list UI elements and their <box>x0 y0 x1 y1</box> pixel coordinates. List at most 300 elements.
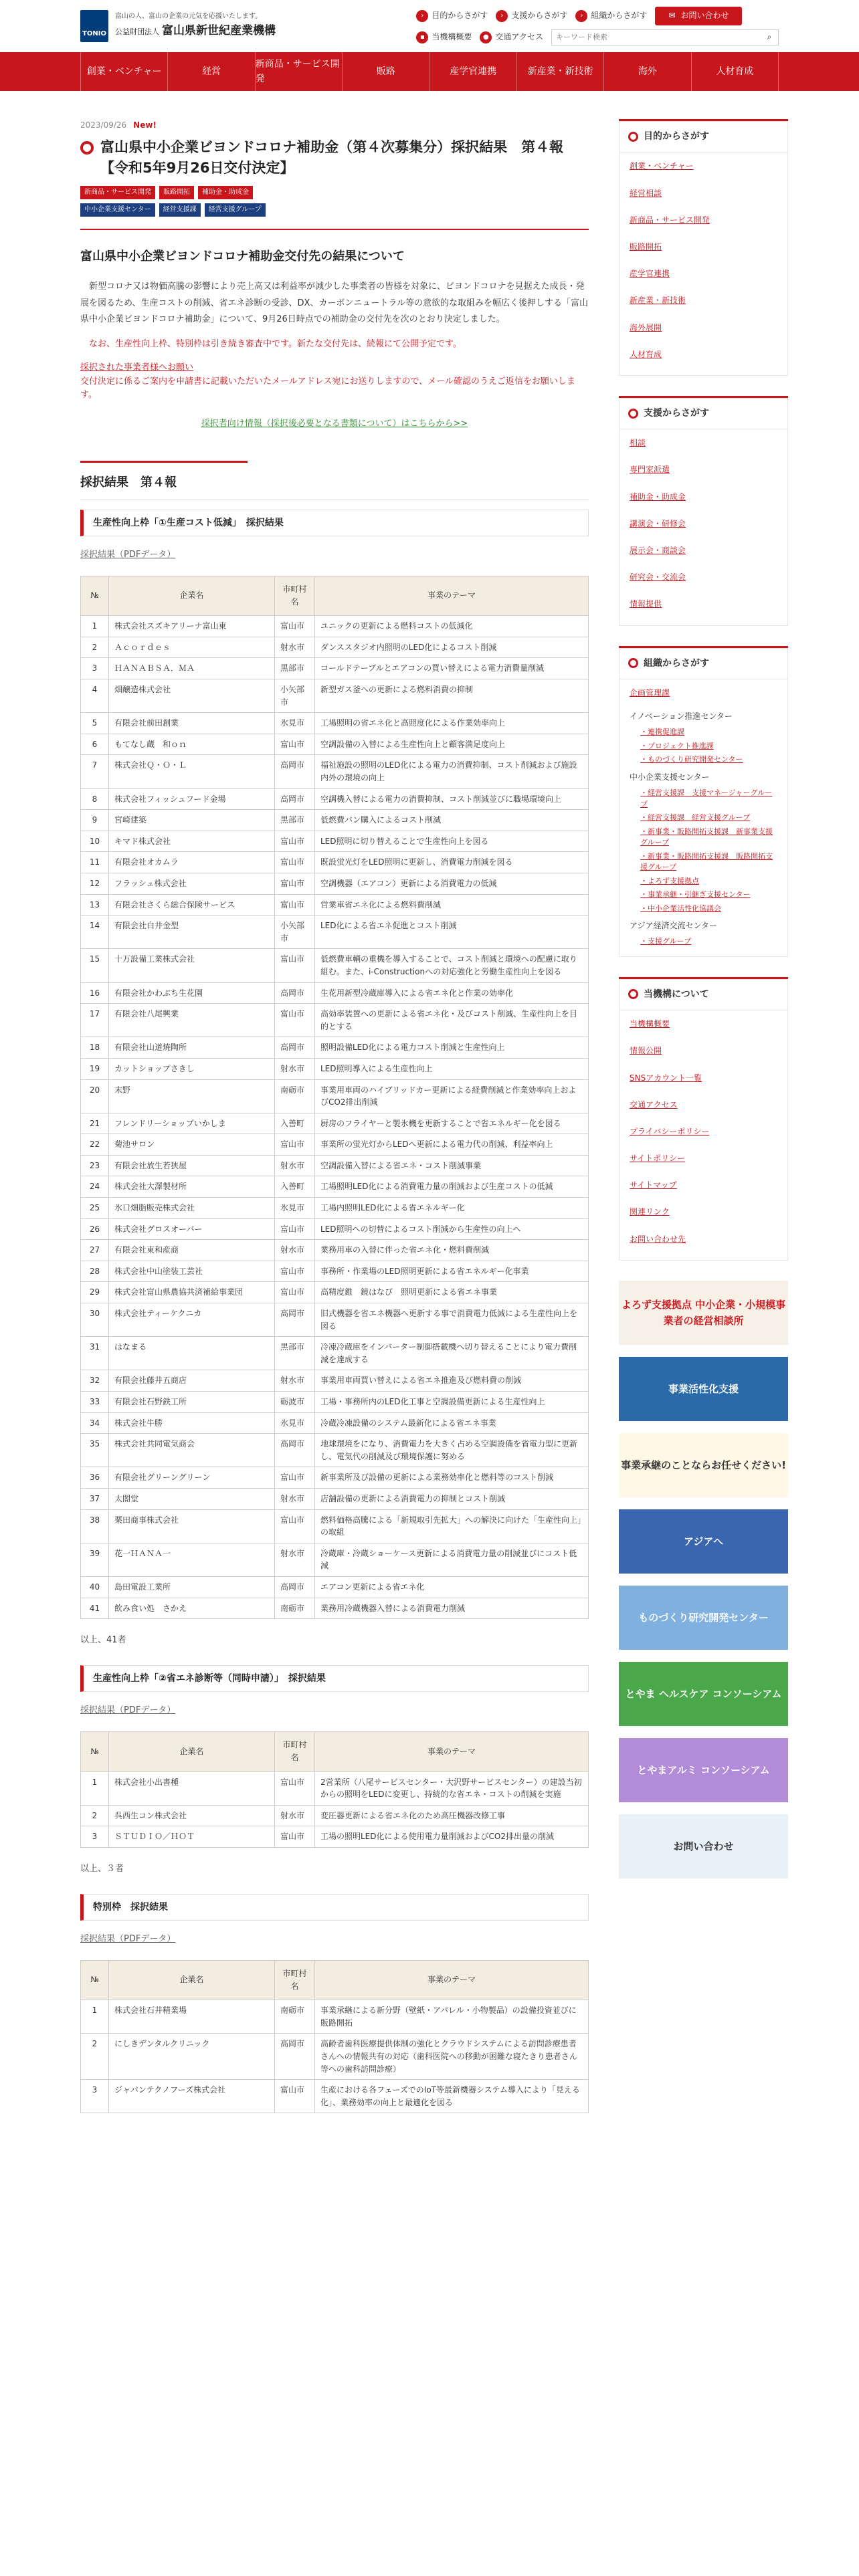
table-row <box>81 1392 589 1413</box>
nav-item-startup[interactable]: 創業・ベンチャー <box>80 52 167 91</box>
table-row <box>81 831 589 852</box>
table-row <box>81 1543 589 1576</box>
row-company: 株式会社グロスオーバー <box>109 1218 275 1240</box>
table-row <box>81 679 589 713</box>
row-company: 氷口畑脂販売株式会社 <box>109 1198 275 1219</box>
row-company: 畑醸造株式会社 <box>109 679 275 713</box>
col-theme: 事業のテーマ <box>315 1960 589 2000</box>
row-theme: 工場照明LED化による消費電力量の削減および生産コストの低減 <box>315 1176 589 1198</box>
result-table-section3 <box>80 1960 589 2114</box>
section-heading: 富山県中小企業ビヨンドコロナ補助金交付先の結果について <box>80 249 405 264</box>
site-header <box>0 0 859 52</box>
table-row <box>81 2034 589 2080</box>
sidebar-item-purpose[interactable]: 人材育成 <box>630 349 662 359</box>
arrow-icon: › <box>496 10 508 22</box>
col-city: 市町村名 <box>275 1732 315 1772</box>
row-company: 栗田商事株式会社 <box>109 1509 275 1543</box>
col-company: 企業名 <box>109 1732 275 1772</box>
row-company: はなまる <box>109 1337 275 1370</box>
row-theme: 低燃費車輌の重機を導入することで、コスト削減と環境への配慮に取り組む。また、i-Constructionへの対応強化と労働生産性向上を図る <box>315 949 589 982</box>
sidebar-org-subitem[interactable]: ・ものづくり研究開発センター <box>640 755 743 764</box>
row-no: 4 <box>81 679 109 713</box>
sidebar-banner[interactable]: とやま ヘルスケア コンソーシアム <box>619 1662 788 1726</box>
header-link-support[interactable]: › 支援からさがす <box>496 9 567 22</box>
row-company: にしきデンタルクリニック <box>109 2034 275 2080</box>
row-no: 1 <box>81 2000 109 2034</box>
row-no: 15 <box>81 949 109 982</box>
sidebar-banner[interactable]: 事業承継のことならお任せください! <box>619 1433 788 1497</box>
row-city: 射水市 <box>275 1155 315 1176</box>
adoptee-info-link[interactable]: 採択者向け情報（採択後必要となる書類について）はこちらから>> <box>201 419 468 429</box>
row-company: 島田電設工業所 <box>109 1576 275 1598</box>
row-no: 2 <box>81 637 109 658</box>
row-city: 富山市 <box>275 1826 315 1848</box>
row-theme: 事業用車両のハイブリッドカー更新による経費削減と作業効率向上およびCO2排出削減 <box>315 1079 589 1113</box>
nav-item-hr[interactable]: 人材育成 <box>691 52 779 91</box>
search-box <box>551 29 779 45</box>
row-company: 有限会社東和産商 <box>109 1240 275 1261</box>
table-row <box>81 713 589 734</box>
row-theme: 業務用車の入替に伴った省エネ化・燃料費削減 <box>315 1240 589 1261</box>
section3-heading: 特別枠 採択結果 <box>80 1894 589 1921</box>
row-no: 13 <box>81 894 109 916</box>
nav-item-overseas[interactable]: 海外 <box>603 52 690 91</box>
sidebar <box>619 119 788 2113</box>
sidebar-banner[interactable]: お問い合わせ <box>619 1814 788 1879</box>
row-company: 有限会社さくら総合保険サービス <box>109 894 275 916</box>
row-company: 宮崎建築 <box>109 810 275 831</box>
row-theme: 生花用新型冷蔵庫導入による省エネ化と作業の効率化 <box>315 982 589 1004</box>
table-row <box>81 1176 589 1198</box>
arrow-icon: › <box>416 10 428 22</box>
sidebar-item-about[interactable]: 交通アクセス <box>630 1099 678 1109</box>
nav-item-industry-academia[interactable]: 産学官連携 <box>430 52 516 91</box>
notice-body: 交付決定に係るご案内を申請書に記載いただいたメールアドレス宛にお送りしますので、メール確認のうえご返信をお願いします。 <box>80 376 575 401</box>
row-no: 35 <box>81 1434 109 1467</box>
sidebar-banner[interactable]: とやまアルミ コンソーシアム <box>619 1738 788 1802</box>
row-company: 飲み食い処 さかえ <box>109 1598 275 1619</box>
row-theme: 厨房のフライヤーと製氷機を更新することで省エネルギー化を図る <box>315 1113 589 1134</box>
row-theme: 地球環境をになり、消費電力を大きく占める空調設備を省電力型に更新し、電気代の削減及び環境保護に努める <box>315 1434 589 1467</box>
table-row <box>81 1467 589 1489</box>
search-icon[interactable]: ⌕ <box>767 32 772 41</box>
row-city: 富山市 <box>275 616 315 637</box>
result-table-section1 <box>80 576 589 1619</box>
pdf-link-section3[interactable]: 採択結果（PDFデータ） <box>80 1934 176 1945</box>
table-row <box>81 1434 589 1467</box>
pdf-link-section1[interactable]: 採択結果（PDFデータ） <box>80 550 176 560</box>
sidebar-item-purpose[interactable]: 新産業・新技術 <box>630 296 686 306</box>
row-no: 33 <box>81 1392 109 1413</box>
row-no: 14 <box>81 916 109 949</box>
sidebar-item-about[interactable]: 当機構概要 <box>630 1019 670 1029</box>
row-theme: 事務所・作業場のLED照明更新による省エネルギー化事業 <box>315 1261 589 1282</box>
header-link-org[interactable]: › 組織からさがす <box>575 9 647 22</box>
col-no: № <box>81 1960 109 2000</box>
new-badge: New! <box>133 120 157 130</box>
tag[interactable]: 新商品・サービス開発 <box>80 186 155 199</box>
table-row <box>81 616 589 637</box>
row-theme: 店舗設備の更新による消費電力の抑制とコスト削減 <box>315 1488 589 1509</box>
header-link-about[interactable]: ▪ 当機構概要 <box>416 31 472 43</box>
row-no: 7 <box>81 755 109 788</box>
sidebar-item-purpose[interactable]: 経営相談 <box>630 188 662 198</box>
table-row <box>81 637 589 658</box>
row-company: 有限会社かわぶち生花園 <box>109 982 275 1004</box>
result-table-section2 <box>80 1731 589 1848</box>
row-theme: 既設蛍光灯をLED照明に更新し、消費電力削減を図る <box>315 852 589 873</box>
row-company: 株式会社ティーケクニカ <box>109 1303 275 1337</box>
table-row <box>81 1488 589 1509</box>
row-city: 砺波市 <box>275 1392 315 1413</box>
row-company: 株式会社スズキアリーナ富山東 <box>109 616 275 637</box>
row-no: 21 <box>81 1113 109 1134</box>
sidebar-banner[interactable]: ものづくり研究開発センター <box>619 1586 788 1650</box>
row-theme: 照明設備LED化による電力コスト削減と生産性向上 <box>315 1037 589 1059</box>
table-row <box>81 1240 589 1261</box>
table-row <box>81 1037 589 1059</box>
table-row <box>81 1218 589 1240</box>
row-no: 28 <box>81 1261 109 1282</box>
row-no: 12 <box>81 873 109 894</box>
table-row <box>81 916 589 949</box>
sidebar-org-subitem[interactable]: ・事業承継・引継ぎ支援センター <box>640 890 751 899</box>
row-theme: 変圧器更新による省エネ化のため高圧機器改修工事 <box>315 1805 589 1826</box>
row-company: Ａｃｏｒｄｅｓ <box>109 637 275 658</box>
sidebar-banner[interactable]: 事業活性化支援 <box>619 1357 788 1421</box>
row-theme: 旧式機器を省エネ機器へ更新する事で消費電力低減による生産性向上を図る <box>315 1303 589 1337</box>
row-no: 5 <box>81 713 109 734</box>
row-city: 黒部市 <box>275 1337 315 1370</box>
row-city: 富山市 <box>275 1467 315 1489</box>
sidebar-item-purpose[interactable]: 産学官連携 <box>630 269 670 279</box>
row-theme: 燃料価格高騰による「新規取引先拡大」への解決に向けた「生産性向上」の取組 <box>315 1509 589 1543</box>
row-theme: 工場・事務所内のLED化工事と空調設備更新による生産性向上 <box>315 1392 589 1413</box>
header-tagline: 富山の人、富山の企業の元気を応援いたします。 <box>115 13 262 21</box>
sidebar-org-subitem[interactable]: ・中小企業活性化協議会 <box>640 903 721 913</box>
table-row <box>81 2080 589 2113</box>
global-nav <box>0 52 859 91</box>
row-theme: 新事業所及び設備の更新による業務効率化と燃料等のコスト削減 <box>315 1467 589 1489</box>
table-row <box>81 1509 589 1543</box>
table-row <box>81 2000 589 2034</box>
sidebar-item-support[interactable]: 研究会・交流会 <box>630 572 686 582</box>
sidebar-item-purpose[interactable]: 創業・ベンチャー <box>630 161 694 171</box>
sidebar-item-about[interactable]: 関連リンク <box>630 1207 670 1217</box>
sidebar-support: 支援からさがす 相談 専門家派遣 補助金・助成金 講演会・研修会 展示会・商談会 研究会・交流会 情報提供 <box>619 396 788 626</box>
table-row <box>81 1370 589 1392</box>
col-theme: 事業のテーマ <box>315 1732 589 1772</box>
nav-item-sales[interactable]: 販路 <box>342 52 429 91</box>
row-city: 高岡市 <box>275 1303 315 1337</box>
row-city: 高岡市 <box>275 1576 315 1598</box>
row-city: 射水市 <box>275 1058 315 1079</box>
col-company: 企業名 <box>109 576 275 615</box>
row-no: 10 <box>81 831 109 852</box>
row-theme: 工場の照明LED化による使用電力量削減およびCO2排出量の削減 <box>315 1826 589 1848</box>
row-theme: LED照明導入による生産性向上 <box>315 1058 589 1079</box>
pdf-link-section2[interactable]: 採択結果（PDFデータ） <box>80 1705 176 1716</box>
row-city: 富山市 <box>275 1134 315 1156</box>
row-company: 菊池サロン <box>109 1134 275 1156</box>
title-ring-icon <box>80 141 94 154</box>
table-row <box>81 949 589 982</box>
row-no: 16 <box>81 982 109 1004</box>
tag[interactable]: 経営支援課 <box>159 203 201 217</box>
row-no: 40 <box>81 1576 109 1598</box>
row-city: 南砺市 <box>275 1598 315 1619</box>
row-no: 31 <box>81 1337 109 1370</box>
table-row <box>81 873 589 894</box>
row-city: 黒部市 <box>275 658 315 679</box>
row-company: 株式会社Ｑ・Ｏ・Ｌ <box>109 755 275 788</box>
nav-item-product-dev[interactable]: 新商品・サービス開発 <box>255 52 342 91</box>
row-city: 入善町 <box>275 1113 315 1134</box>
ring-icon <box>628 409 638 419</box>
col-city: 市町村名 <box>275 576 315 615</box>
sidebar-org-subitem[interactable]: ・新事業・販路開拓支援課 新事業支援グループ <box>640 827 773 847</box>
table-row <box>81 1576 589 1598</box>
sidebar-item-purpose[interactable]: 海外展開 <box>630 322 662 332</box>
row-theme: 事業用車両買い替えによる省エネ推進及び燃料費の削減 <box>315 1370 589 1392</box>
row-no: 1 <box>81 1772 109 1805</box>
table-row <box>81 1198 589 1219</box>
sidebar-item-about[interactable]: サイトマップ <box>630 1180 677 1190</box>
row-no: 11 <box>81 852 109 873</box>
row-theme: 冷蔵庫・冷蔵ショーケース更新による消費電力量の削減並びにコスト低減 <box>315 1543 589 1576</box>
row-city: 富山市 <box>275 873 315 894</box>
table-row <box>81 1412 589 1434</box>
row-company: もてなし蔵 和ｏｎ <box>109 734 275 755</box>
section2-heading: 生産性向上枠「②省エネ診断等（同時申請）」 採択結果 <box>80 1665 589 1692</box>
org-name: 富山県新世紀産業機構 <box>162 24 276 38</box>
ring-icon <box>628 658 638 668</box>
sidebar-org: 組織からさがす 企画管理課 イノベーション推進センター ・連携促進課 ・プロジェクト推進課 ・ものづくり研究開発センター 中小企業支援センター ・経営支援課 支援マネージャーグループ ・経営支援課 経営支援グループ ・新事業・販路開拓支援課 新事業支援グループ ・新事業・販路開拓支援課 販路開拓支援グループ ・よろず支援拠点 ・事業承継・引継ぎ支援センター ・中小企業活性化協議会 アジア経済交流センター ・支援グループ <box>619 646 788 957</box>
row-no: 17 <box>81 1004 109 1037</box>
contact-button[interactable]: ✉ お問い合わせ <box>655 7 742 25</box>
row-company: ジャパンテクノフーズ株式会社 <box>109 2080 275 2113</box>
search-input[interactable] <box>552 30 761 45</box>
row-theme: 冷凍冷蔵庫をインバーター制御搭載機へ切り替えることにより電力費削減を達成する <box>315 1337 589 1370</box>
sidebar-item-about[interactable]: 情報公開 <box>630 1046 662 1056</box>
row-company: 太閤堂 <box>109 1488 275 1509</box>
row-city: 射水市 <box>275 637 315 658</box>
row-company: 有限会社白井金型 <box>109 916 275 949</box>
row-city: 富山市 <box>275 1218 315 1240</box>
row-theme: コールドテーブルとエアコンの買い替えによる電力消費量削減 <box>315 658 589 679</box>
table-row <box>81 1113 589 1134</box>
row-theme: 工場照明の省エネ化と高照度化による作業効率向上 <box>315 713 589 734</box>
row-theme: 冷蔵冷凍設備のシステム最新化による省エネ事業 <box>315 1412 589 1434</box>
result-count: 以上、41者 <box>80 1635 126 1646</box>
sidebar-org-subitem[interactable]: ・新事業・販路開拓支援課 販路開拓支援グループ <box>640 851 773 872</box>
table-row <box>81 734 589 755</box>
row-theme: 営業車省エネ化による燃料費削減 <box>315 894 589 916</box>
main-content <box>80 119 589 2113</box>
col-theme: 事業のテーマ <box>315 576 589 615</box>
sidebar-org-subitem[interactable]: ・連携促進課 <box>640 728 684 737</box>
ring-icon <box>628 989 638 999</box>
row-company: 有限会社グリーングリーン <box>109 1467 275 1489</box>
col-no: № <box>81 1732 109 1772</box>
table-row <box>81 894 589 916</box>
table-row <box>81 1261 589 1282</box>
col-city: 市町村名 <box>275 1960 315 2000</box>
mail-icon: ✉ <box>668 11 676 21</box>
site-logo[interactable] <box>80 10 276 42</box>
row-theme: 空調機入替による電力の消費抑制、コスト削減並びに職場環境向上 <box>315 788 589 810</box>
row-city: 富山市 <box>275 894 315 916</box>
row-theme: LED照明に切り替えることで生産性向上を図る <box>315 831 589 852</box>
row-city: 小矢部市 <box>275 916 315 949</box>
sidebar-org-subitem[interactable]: ・よろず支援拠点 <box>640 876 699 885</box>
row-city: 高岡市 <box>275 1434 315 1467</box>
row-company: 株式会社小出書種 <box>109 1772 275 1805</box>
row-company: 株式会社牛勝 <box>109 1412 275 1434</box>
row-city: 富山市 <box>275 1261 315 1282</box>
sidebar-item-about[interactable]: サイトポリシー <box>630 1154 686 1164</box>
sidebar-item-about[interactable]: お問い合わせ先 <box>630 1234 686 1244</box>
row-company: 有限会社オカムラ <box>109 852 275 873</box>
notice-link[interactable]: 採択された事業者様へお願い <box>80 362 194 372</box>
row-no: 30 <box>81 1303 109 1337</box>
row-city: 高岡市 <box>275 2034 315 2080</box>
sidebar-purpose: 目的からさがす 創業・ベンチャー 経営相談 新商品・サービス開発 販路開拓 産学官連携 新産業・新技術 海外展開 人材育成 <box>619 119 788 376</box>
row-company: 有限会社山道焼陶所 <box>109 1037 275 1059</box>
row-no: 6 <box>81 734 109 755</box>
row-company: 有限会社藤井五商店 <box>109 1370 275 1392</box>
row-city: 富山市 <box>275 1004 315 1037</box>
sidebar-item-support[interactable]: 講演会・研修会 <box>630 518 686 528</box>
row-theme: 事業所の蛍光灯からLEDへ更新による電力代の削減、利益率向上 <box>315 1134 589 1156</box>
nav-item-new-industry[interactable]: 新産業・新技術 <box>516 52 603 91</box>
row-company: 末野 <box>109 1079 275 1113</box>
sidebar-org-subitem[interactable]: ・プロジェクト推進課 <box>640 741 714 750</box>
sidebar-item-support[interactable]: 相談 <box>630 438 646 448</box>
row-city: 氷見市 <box>275 1412 315 1434</box>
table-row <box>81 1155 589 1176</box>
divider <box>80 461 248 463</box>
sidebar-item-support[interactable]: 情報提供 <box>630 599 662 609</box>
logo-mark: TONIO <box>80 10 108 42</box>
row-no: 23 <box>81 1155 109 1176</box>
result-heading: 採択結果 第４報 <box>80 475 177 490</box>
table-row <box>81 755 589 788</box>
sidebar-org-subitem[interactable]: ・支援グループ <box>640 937 692 946</box>
sidebar-item-support[interactable]: 展示会・商談会 <box>630 546 686 556</box>
sidebar-banner[interactable]: アジアへ <box>619 1509 788 1574</box>
header-link-access[interactable]: ● 交通アクセス <box>480 31 543 43</box>
page-title: 富山県中小企業ビヨンドコロナ補助金（第４次募集分）採択結果 第４報【令和5年9月26日交付決定】 <box>100 139 564 176</box>
row-company: 株式会社富山県農協共済補給事業団 <box>109 1282 275 1303</box>
result-count: 以上、３者 <box>80 1863 124 1874</box>
row-theme: ユニックの更新による燃料コストの低減化 <box>315 616 589 637</box>
row-company: 花一ＨＡＮＡ一 <box>109 1543 275 1576</box>
row-city: 富山市 <box>275 831 315 852</box>
row-no: 3 <box>81 658 109 679</box>
sidebar-banner[interactable]: よろず支援拠点 中小企業・小規模事業者の経営相談所 <box>619 1281 788 1345</box>
row-theme: 高精度錐 鏡はなび 照明更新による省エネ事業 <box>315 1282 589 1303</box>
org-prefix: 公益財団法人 <box>115 27 159 37</box>
row-theme: 空調設備の入替による生産性向上と顧客満足度向上 <box>315 734 589 755</box>
sidebar-item-purpose[interactable]: 新商品・サービス開発 <box>630 215 710 225</box>
row-no: 29 <box>81 1282 109 1303</box>
row-no: 38 <box>81 1509 109 1543</box>
header-link-purpose[interactable]: › 目的からさがす <box>416 9 488 22</box>
pending-note: なお、生産性向上枠、特別枠は引き続き審査中です。新たな交付先は、続報にて公開予定です。 <box>80 338 462 349</box>
tag[interactable]: 販路開拓 <box>159 186 194 199</box>
row-no: 18 <box>81 1037 109 1059</box>
building-icon: ▪ <box>416 31 428 43</box>
tag[interactable]: 経営支援グループ <box>205 203 266 217</box>
section1-heading: 生産性向上枠「①生産コスト低減」 採択結果 <box>80 510 589 536</box>
pin-icon: ● <box>480 31 492 43</box>
table-row <box>81 1598 589 1619</box>
row-no: 22 <box>81 1134 109 1156</box>
row-city: 富山市 <box>275 2080 315 2113</box>
row-city: 富山市 <box>275 1282 315 1303</box>
tag[interactable]: 中小企業支援センター <box>80 203 155 217</box>
row-company: ＳＴＵＤＩＯ／ＨＯＴ <box>109 1826 275 1848</box>
row-company: キマド株式会社 <box>109 831 275 852</box>
row-no: 2 <box>81 1805 109 1826</box>
table-row <box>81 658 589 679</box>
sidebar-item-about[interactable]: SNSアカウント一覧 <box>630 1073 702 1083</box>
row-city: 射水市 <box>275 1543 315 1576</box>
col-company: 企業名 <box>109 1960 275 2000</box>
sidebar-item-support[interactable]: 専門家派遣 <box>630 465 670 475</box>
row-theme: 高齢者歯科医療提供体制の強化とクラウドシステムによる訪問診療患者さんへの情報共有の対応（歯科医院への移動が困難な寝たきり患者さん等への歯科訪問診療） <box>315 2034 589 2080</box>
row-city: 高岡市 <box>275 755 315 788</box>
row-theme: 2営業所（八尾サービスセンター・大沢野サービスセンター）の建設当初からの照明をLEDに変更し、持続的な省エネ・コストの削減を実施 <box>315 1772 589 1805</box>
row-company: 十万設備工業株式会社 <box>109 949 275 982</box>
table-row <box>81 1337 589 1370</box>
sidebar-item-org[interactable]: 企画管理課 <box>630 687 670 697</box>
sidebar-item-purpose[interactable]: 販路開拓 <box>630 241 662 251</box>
row-city: 氷見市 <box>275 1198 315 1219</box>
sidebar-org-subitem[interactable]: ・経営支援課 支援マネージャーグループ <box>640 788 773 809</box>
row-city: 富山市 <box>275 852 315 873</box>
row-no: 39 <box>81 1543 109 1576</box>
nav-item-management[interactable]: 経営 <box>167 52 254 91</box>
row-no: 1 <box>81 616 109 637</box>
row-company: 株式会社石井精業場 <box>109 2000 275 2034</box>
sidebar-org-subitem[interactable]: ・経営支援課 経営支援グループ <box>640 813 751 823</box>
post-date: 2023/09/26 New! <box>80 120 157 130</box>
row-theme: 業務用冷蔵機器入替による消費電力削減 <box>315 1598 589 1619</box>
ring-icon <box>628 132 638 142</box>
row-no: 36 <box>81 1467 109 1489</box>
tag[interactable]: 補助金・助成金 <box>198 186 253 199</box>
row-company: 株式会社中山塗装工芸社 <box>109 1261 275 1282</box>
row-no: 26 <box>81 1218 109 1240</box>
table-row <box>81 1282 589 1303</box>
row-company: 有限会社石野鉄工所 <box>109 1392 275 1413</box>
row-theme: 空調設備入替による省エネ・コスト削減事業 <box>315 1155 589 1176</box>
sidebar-item-about[interactable]: プライバシーポリシー <box>630 1126 710 1136</box>
row-no: 41 <box>81 1598 109 1619</box>
row-city: 富山市 <box>275 1509 315 1543</box>
row-theme: 生産における各フェーズでのIoT等最新機器システム導入により「見える化」、業務効率の向上と最適化を図る <box>315 2080 589 2113</box>
row-theme: 低燃費バン購入によるコスト削減 <box>315 810 589 831</box>
table-row <box>81 982 589 1004</box>
row-theme: 新型ガス釜への更新による燃料消費の抑制 <box>315 679 589 713</box>
sidebar-item-support[interactable]: 補助金・助成金 <box>630 492 686 502</box>
intro-paragraph: 新型コロナ又は物価高騰の影響により売上高又は利益率が減少した事業者の皆様を対象に、ビヨンドコロナを見据えた成長・発展を図るため、生産コストの削減、省エネ診断の受診、DX、カーボンニュートラル等の意欲的な取組みを幅広く後押しする「富山県中小企業ビヨンドコロナ補助金」について、9月26日時点での補助金の交付先を次のとおり決定しました。 <box>80 281 589 325</box>
table-row <box>81 788 589 810</box>
row-no: 3 <box>81 1826 109 1848</box>
row-no: 32 <box>81 1370 109 1392</box>
